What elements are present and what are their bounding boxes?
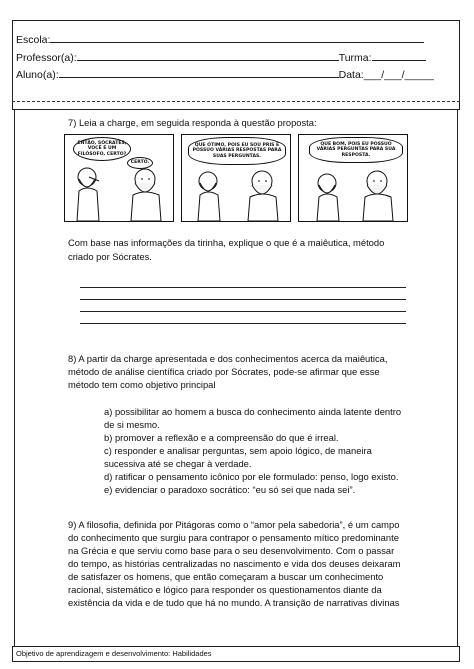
answer-line[interactable]: [80, 311, 406, 312]
q8-option-e[interactable]: e) evidenciar o paradoxo socrático: “eu só sei que nada sei”.: [104, 484, 356, 495]
q9-text-line: do conhecimento que surgiu para contrapor o pensamento mítico predominante: [68, 532, 399, 543]
comic-characters-illustration: [65, 135, 174, 222]
comic-speech-bubble: ENTÃO, SÓCRATES, VOCÊ É UM FILÓSOFO, CERTO?: [73, 137, 131, 161]
q9-text-line: na Grécia e que serviu como base para o seu desenvolvimento. Com o passar: [68, 545, 395, 556]
q8-stem-line: 8) A partir da charge apresentada e dos conhecimentos acerca da maiêutica,: [68, 353, 388, 364]
q9-text-line: do tempo, as histórias centralizadas no nascimento e vida dos deuses deixaram: [68, 558, 401, 569]
q7-prompt: 7) Leia a charge, em seguida responda à questão proposta:: [68, 117, 317, 128]
q8-option-d[interactable]: d) ratificar o pensamento icônico por ele formulado: penso, logo existo.: [104, 471, 399, 482]
q8-option-a[interactable]: a) possibilitar ao homem a busca do conhecimento ainda latente dentro: [104, 406, 402, 417]
teacher-label: Professor(a):: [16, 52, 77, 64]
teacher-field[interactable]: [77, 50, 339, 61]
q8-option-c[interactable]: c) responder e analisar perguntas, sem apoio lógico, de maneira: [104, 445, 372, 456]
comic-characters-illustration: [182, 135, 291, 222]
footer-objective: Objetivo de aprendizagem e desenvolvimento: Habilidades: [12, 646, 460, 662]
student-row: [16, 67, 434, 81]
school-field[interactable]: [50, 32, 424, 43]
q9-text-line: existência da vida e de tudo que há no mundo. A transição de narrativas divinas: [68, 597, 400, 608]
student-field[interactable]: [59, 67, 339, 78]
q8-stem-line: método tem como objetivo principal: [68, 379, 216, 390]
student-label: Aluno(a):: [16, 69, 59, 81]
comic-speech-bubble: QUE BOM, POIS EU POSSUO VÁRIAS PERGUNTAS PARA SUA RESPOSTA.: [309, 137, 403, 163]
comic-speech-bubble: QUE ÓTIMO, POIS EU SOU PRIS E POSSUO VÁRIAS RESPOSTAS PARA SUAS PERGUNTAS.: [188, 137, 286, 165]
comic-panel-3: [298, 134, 408, 222]
comic-speech-bubble: CERTO.: [127, 157, 153, 169]
comic-strip: [64, 134, 408, 224]
school-row: [16, 32, 424, 46]
q9-text-line: 9) A filosofia, definida por Pitágoras como o “amor pela sabedoria”, é um campo: [68, 519, 400, 530]
q9-text-line: racional, sistemático e lógico para responder os questionamentos diante da: [68, 584, 382, 595]
teacher-row: [16, 50, 426, 64]
answer-line[interactable]: [80, 299, 406, 300]
q8-option-a-cont: de si mesmo.: [104, 419, 160, 430]
cut-line: [12, 101, 460, 102]
date-label: Data:: [338, 69, 364, 81]
class-label: Turma:: [338, 52, 372, 64]
comic-characters-illustration: [299, 135, 408, 222]
q9-text-line: de satisfazer os homens, que então começaram a buscar um conhecimento: [68, 571, 384, 582]
class-field[interactable]: [372, 50, 426, 61]
date-field[interactable]: ___/___/_____: [363, 69, 434, 81]
answer-line[interactable]: [80, 323, 406, 324]
comic-panel-2: [181, 134, 291, 222]
q8-option-b[interactable]: b) promover a reflexão e a compreensão do que é irreal.: [104, 432, 339, 443]
answer-line[interactable]: [80, 287, 406, 288]
q8-stem-line: método de análise científica criado por Sócrates, pode-se afirmar que esse: [68, 366, 380, 377]
school-label: Escola:: [16, 34, 51, 46]
q8-option-c-cont: sucessiva até se chegar à verdade.: [104, 458, 252, 469]
comic-panel-1: [64, 134, 174, 222]
q7-question-line: criado por Sócrates.: [68, 251, 152, 262]
q7-question-line: Com base nas informações da tirinha, explique o que é a maiêutica, método: [68, 237, 385, 248]
